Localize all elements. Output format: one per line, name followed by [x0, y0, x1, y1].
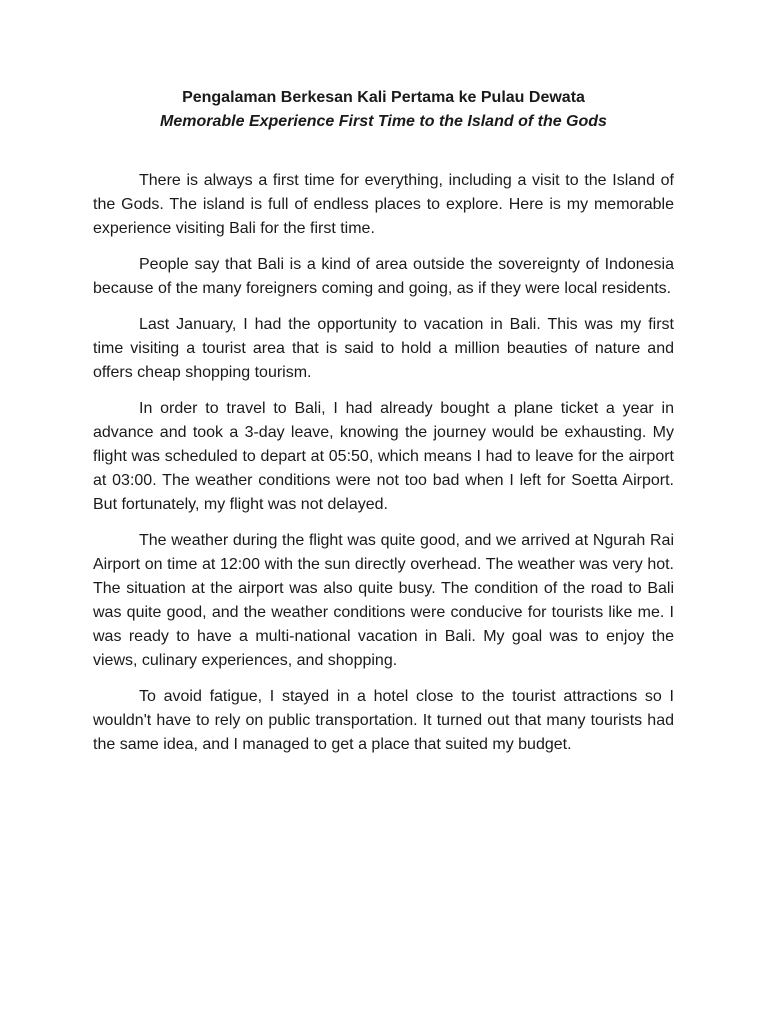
- paragraph-4: In order to travel to Bali, I had already bought a plane ticket a year in advance and took a 3-day leave, knowing the journey would be exhausting. My flight was scheduled to depart at 05:50, which means I had to leave for the airport at 03:00. The weather conditions were not too bad when I left for Soetta Airport. But fortunately, my flight was not delayed.: [93, 400, 674, 513]
- paragraph-3: Last January, I had the opportunity to vacation in Bali. This was my first time visiting a tourist area that is said to hold a million beauties of nature and offers cheap shopping tourism.: [93, 316, 674, 381]
- document-subtitle: Memorable Experience First Time to the Island of the Gods: [160, 113, 607, 130]
- document-title: Pengalaman Berkesan Kali Pertama ke Pulau Dewata: [182, 89, 585, 106]
- paragraph-1: There is always a first time for everything, including a visit to the Island of the Gods. The island is full of endless places to explore. Here is my memorable experience visiting Bali for the first time.: [93, 172, 674, 237]
- paragraph-5: The weather during the flight was quite good, and we arrived at Ngurah Rai Airport on time at 12:00 with the sun directly overhead. The weather was very hot. The situation at the airport was also quite busy. The condition of the road to Bali was quite good, and the weather conditions were conducive for tourists like me. I was ready to have a multi-national vacation in Bali. My goal was to enjoy the views, culinary experiences, and shopping.: [93, 532, 674, 669]
- paragraph-6: To avoid fatigue, I stayed in a hotel close to the tourist attractions so I wouldn't have to rely on public transportation. It turned out that many tourists had the same idea, and I managed to get a place that suited my budget.: [93, 688, 674, 753]
- paragraph-2: People say that Bali is a kind of area outside the sovereignty of Indonesia because of the many foreigners coming and going, as if they were local residents.: [93, 256, 674, 297]
- document-page: [93, 86, 674, 769]
